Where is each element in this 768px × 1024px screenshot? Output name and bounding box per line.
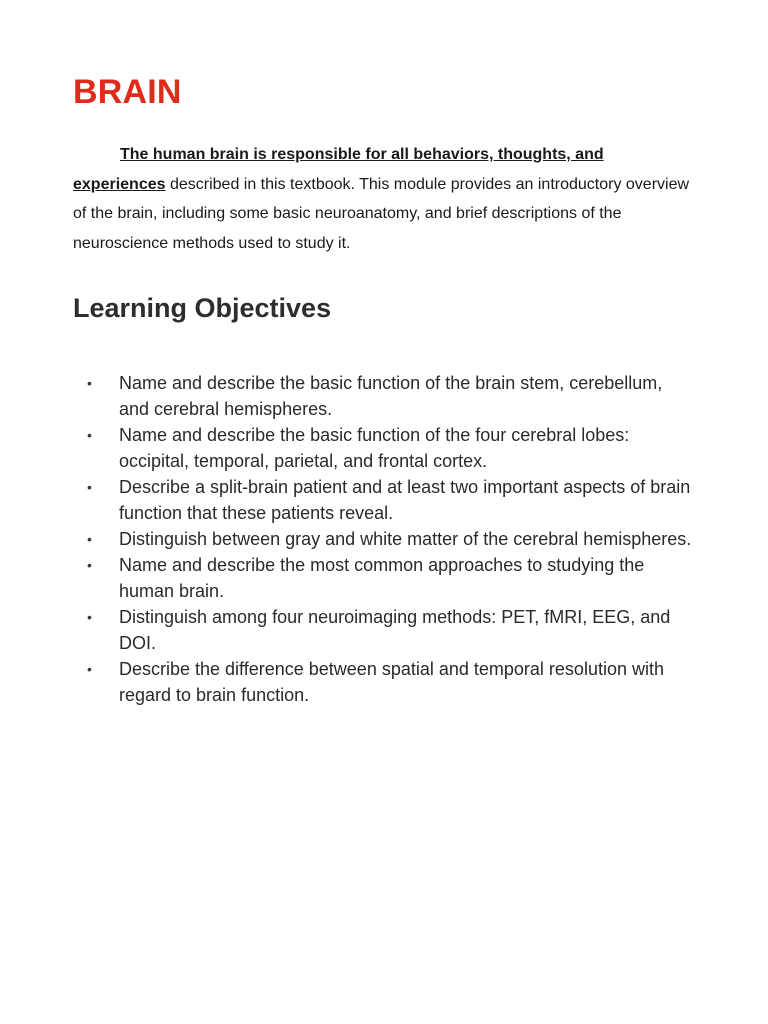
intro-lead-text: The human brain is responsible for all behaviors, thoughts, and experiences (73, 146, 604, 193)
bullet-icon: • (87, 557, 92, 573)
objective-text: Describe the difference between spatial and temporal resolution with regard to brain function. (119, 659, 664, 705)
list-item (73, 370, 693, 422)
intro-paragraph (73, 140, 698, 258)
list-item (73, 552, 693, 604)
section-heading-learning-objectives: Learning Objectives (73, 293, 332, 323)
list-item (73, 604, 693, 656)
objective-text: Name and describe the basic function of the brain stem, cerebellum, and cerebral hemispheres. (119, 373, 663, 419)
bullet-icon: • (87, 609, 92, 625)
list-item (73, 656, 693, 708)
objective-text: Name and describe the most common approaches to studying the human brain. (119, 555, 645, 601)
bullet-icon: • (87, 479, 92, 495)
objective-text: Describe a split-brain patient and at least two important aspects of brain function that these patients reveal. (119, 477, 691, 523)
bullet-icon: • (87, 375, 92, 391)
objective-text: Distinguish between gray and white matter of the cerebral hemispheres. (119, 529, 692, 549)
objectives-list (73, 370, 693, 708)
objective-text: Distinguish among four neuroimaging methods: PET, fMRI, EEG, and DOI. (119, 607, 671, 653)
intro-body-text: described in this textbook. This module provides an introductory overview of the brain, including some basic neuroanatomy, and brief descriptions of the neuroscience methods used to study it. (73, 175, 690, 252)
list-item (73, 474, 693, 526)
list-item (73, 526, 693, 552)
objective-text: Name and describe the basic function of the four cerebral lobes: occipital, temporal, parietal, and frontal cortex. (119, 425, 630, 471)
bullet-icon: • (87, 661, 92, 677)
list-item (73, 422, 693, 474)
document-title: BRAIN (73, 73, 182, 111)
bullet-icon: • (87, 427, 92, 443)
bullet-icon: • (87, 531, 92, 547)
